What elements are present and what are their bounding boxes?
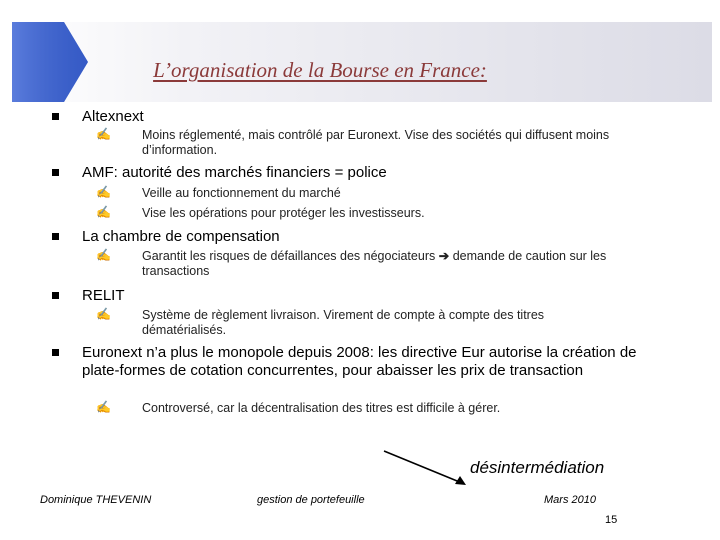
sub-item-text: Vise les opérations pour protéger les investisseurs. [142,206,425,220]
sub-item-text: Veille au fonctionnement du marché [142,186,341,200]
square-bullet-icon [52,169,59,176]
sub-item-text: Controversé, car la décentralisation des titres est difficile à gérer. [142,401,501,415]
writing-hand-icon: ✍ [96,205,111,219]
writing-hand-icon: ✍ [96,400,111,414]
writing-hand-icon: ✍ [96,127,111,141]
bullet-label: Altexnext [82,108,144,125]
writing-hand-icon: ✍ [96,185,111,199]
footer-course: gestion de portefeuille [257,494,365,506]
bullet-label: La chambre de compensation [82,228,280,245]
square-bullet-icon [52,233,59,240]
square-bullet-icon [52,349,59,356]
writing-hand-icon: ✍ [96,307,111,321]
sub-item-text-a: Garantit les risques de défaillances des négociateurs [142,249,436,263]
right-arrow-icon: ➔ [438,249,450,263]
sub-item-text: Système de règlement livraison. Virement de compte à compte des titres dématérialisés. [142,308,545,337]
square-bullet-icon [52,292,59,299]
slide-title: L’organisation de la Bourse en France: [153,58,487,82]
sub-item-text-b: demande de caution sur les transactions [142,249,607,278]
sub-item-text: Moins réglementé, mais contrôlé par Euronext. Vise des sociétés qui diffusent moins d’information. [142,128,610,157]
bullet-label: RELIT [82,287,125,304]
footer-date: Mars 2010 [544,494,596,506]
annotation-label: désintermédiation [470,458,605,477]
bullet-label: Euronext n’a plus le monopole depuis 2008: les directive Eur autorise la création de plate-formes de cotation concurrentes, pour abaisser les prix de transaction [82,344,637,379]
square-bullet-icon [52,113,59,120]
page-number: 15 [605,514,618,526]
writing-hand-icon: ✍ [96,248,111,262]
sub-item-text [142,249,672,279]
footer-author: Dominique THEVENIN [40,494,152,506]
bullet-label: AMF: autorité des marchés financiers = police [82,164,387,181]
